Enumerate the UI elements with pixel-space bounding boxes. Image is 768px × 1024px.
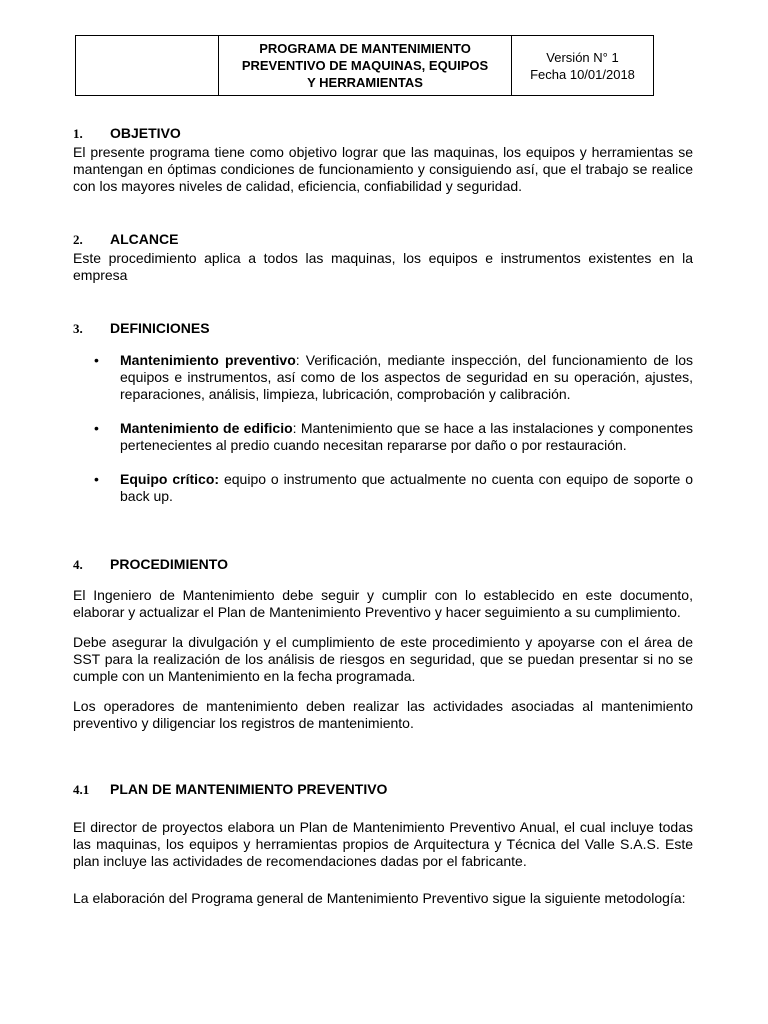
bullet-icon: • [94,352,99,368]
section-heading [73,125,693,142]
section-paragraph: El director de proyectos elabora un Plan de Mantenimiento Preventivo Anual, el cual incluye todas las maquinas, los equipos y herramientas propios de Arquitectura y Técnica del Valle S.A.S. Este plan incluye las actividades de recomendaciones dadas por el fabricante. [73,819,693,869]
document-title [219,36,512,96]
definition-term: Mantenimiento preventivo [120,352,296,368]
bullet-icon: • [94,471,99,487]
section-title: DEFINICIONES [110,320,210,336]
section-paragraph: El Ingeniero de Mantenimiento debe seguir y cumplir con lo establecido en este documento, elaborar y actualizar el Plan de Mantenimiento Preventivo y hacer seguimiento a su cumplimiento. [73,587,693,620]
section-paragraph: El presente programa tiene como objetivo lograr que las maquinas, los equipos y herramientas se mantengan en óptimas condiciones de funcionamiento y consiguiendo así, que el trabajo se realice con los mayores niveles de calidad, eficiencia, confiabilidad y seguridad. [73,144,693,194]
section-paragraph: Los operadores de mantenimiento deben realizar las actividades asociadas al mantenimiento preventivo y diligenciar los registros de mantenimiento. [73,698,693,731]
definition-text: equipo o instrumento que actualmente no cuenta con equipo de soporte o back up. [120,471,693,504]
date-label: Fecha 10/01/2018 [530,66,635,82]
section-title: PLAN DE MANTENIMIENTO PREVENTIVO [110,781,388,797]
definition-term: Mantenimiento de edificio [120,420,293,436]
section-number: 3. [73,321,83,336]
section-number: 2. [73,232,83,247]
section-objetivo [73,125,693,195]
section-heading [73,781,693,798]
definitions-list [73,352,693,505]
title-line-2: PREVENTIVO DE MAQUINAS, EQUIPOS [241,58,489,73]
logo-cell [76,36,219,96]
section-heading [73,231,693,248]
list-item [73,471,693,505]
definition-text: : Mantenimiento que se hace a las instalaciones y componentes pertenecientes al predio cuando necesitan repararse por daño o por restauración. [120,420,693,453]
title-line-1: PROGRAMA DE MANTENIMIENTO [259,41,471,56]
section-paragraph: La elaboración del Programa general de Mantenimiento Preventivo sigue la siguiente metodología: [73,890,686,906]
section-number: 1. [73,126,83,141]
list-item [73,420,693,454]
list-item [73,352,693,403]
version-label: Versión N° 1 [546,49,619,65]
section-alcance [73,231,693,284]
bullet-icon: • [94,420,99,436]
section-number: 4. [73,557,83,572]
section-heading [73,320,693,337]
section-plan [73,781,693,907]
definition-term: Equipo crítico: [120,471,220,487]
document-header-table [75,35,654,96]
version-cell [512,36,654,96]
section-title: OBJETIVO [110,125,181,141]
section-definiciones [73,320,693,505]
section-heading [73,556,693,573]
title-line-3: Y HERRAMIENTAS [307,75,423,90]
section-title: ALCANCE [110,231,179,247]
section-procedimiento [73,556,693,732]
section-number: 4.1 [73,782,90,797]
definition-text: : Verificación, mediante inspección, del funcionamiento de los equipos e instrumentos, así como de los aspectos de seguridad en su operación, ajustes, reparaciones, análisis, limpieza, lubricación, comprobación y calibración. [120,352,693,402]
section-paragraph: Debe asegurar la divulgación y el cumplimiento de este procedimiento y apoyarse con el área de SST para la realización de los análisis de riesgos en seguridad, que se puedan presentar si no se cumple con un Mantenimiento en la fecha programada. [73,634,693,684]
section-title: PROCEDIMIENTO [110,556,228,572]
section-paragraph: Este procedimiento aplica a todos las maquinas, los equipos e instrumentos existentes en la empresa [73,250,693,283]
